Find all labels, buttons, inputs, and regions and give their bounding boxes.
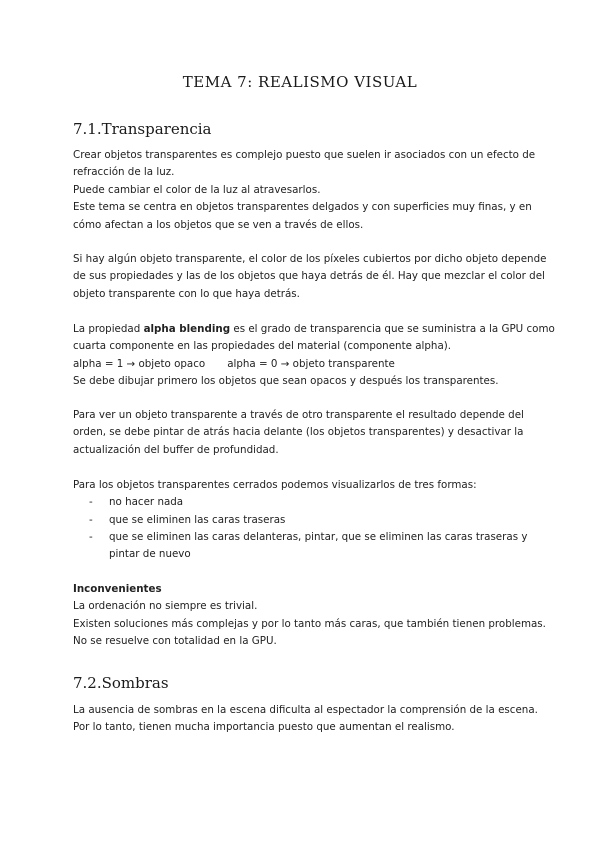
text-line: cuarta componente en las propiedades del material (componente alpha). [73,340,452,353]
paragraph-sombras [73,702,538,737]
paragraph-alpha-blending [73,321,555,391]
text-line: Se debe dibujar primero los objetos que sean opacos y después los transparentes. [73,375,499,388]
text-line: Puede cambiar el color de la luz al atravesarlos. [73,183,321,196]
bold-term: alpha blending [143,323,231,335]
list-item-text: no hacer nada [109,496,184,508]
text-fragment: La propiedad [73,323,144,335]
paragraph-pixel-color [73,251,547,303]
paragraph-inconvenientes [73,581,546,651]
text-line [73,356,533,373]
paragraph-closed-objects [73,477,533,494]
paragraph-intro [73,147,536,234]
list-item-text: que se eliminen las caras delanteras, pintar, que se eliminen las caras traseras y [109,531,528,543]
list-bullet: - [89,496,93,508]
text-line: Para ver un objeto transparente a través de otro transparente el resultado depende del [73,409,524,421]
text-line: objeto transparente con lo que haya detrás. [73,287,300,300]
section-heading-transparencia: 7.1.Transparencia [73,120,212,138]
text-fragment: es el grado de transparencia que se suministra a la GPU como [230,323,555,335]
bold-subheading: Inconvenientes [73,583,162,595]
text-line: No se resuelve con totalidad en la GPU. [73,635,277,648]
subheading-inconvenientes [73,581,533,598]
text-line: Crear objetos transparentes es complejo puesto que suelen ir asociados con un efecto de [73,149,536,161]
text-line [73,321,555,338]
paragraph-order [73,407,533,459]
text-line: Si hay algún objeto transparente, el color de los píxeles cubiertos por dicho objeto depende [73,253,547,265]
text-line: Este tema se centra en objetos transparentes delgados y con superficies muy finas, y en [73,201,532,214]
text-line: Por lo tanto, tienen mucha importancia puesto que aumentan el realismo. [73,721,455,734]
text-line: Para los objetos transparentes cerrados podemos visualizarlos de tres formas: [73,479,477,491]
text-line: refracción de la luz. [73,166,175,179]
text-line: Existen soluciones más complejas y por lo tanto más caras, que también tienen problemas. [73,617,546,630]
text-line: actualización del buffer de profundidad. [73,443,279,456]
alpha-transparent: alpha = 0 → objeto transparente [227,357,395,370]
text-line: La ausencia de sombras en la escena dificulta al espectador la comprensión de la escena. [73,704,538,716]
list-item-text: pintar de nuevo [109,548,191,561]
list-bullet: - [89,531,93,543]
list-bullet: - [89,514,93,526]
section-heading-sombras: 7.2.Sombras [73,674,169,692]
page-title: TEMA 7: REALISMO VISUAL [182,73,418,91]
alpha-opaque: alpha = 1 → objeto opaco [73,357,206,370]
text-line: La ordenación no siempre es trivial. [73,600,258,613]
list-item-text: que se eliminen las caras traseras [109,514,286,526]
text-line: de sus propiedades y las de los objetos que haya detrás de él. Hay que mezclar el color del [73,270,545,283]
text-line: cómo afectan a los objetos que se ven a través de ellos. [73,218,364,231]
text-line: orden, se debe pintar de atrás hacia delante (los objetos transparentes) y desactivar la [73,426,524,439]
